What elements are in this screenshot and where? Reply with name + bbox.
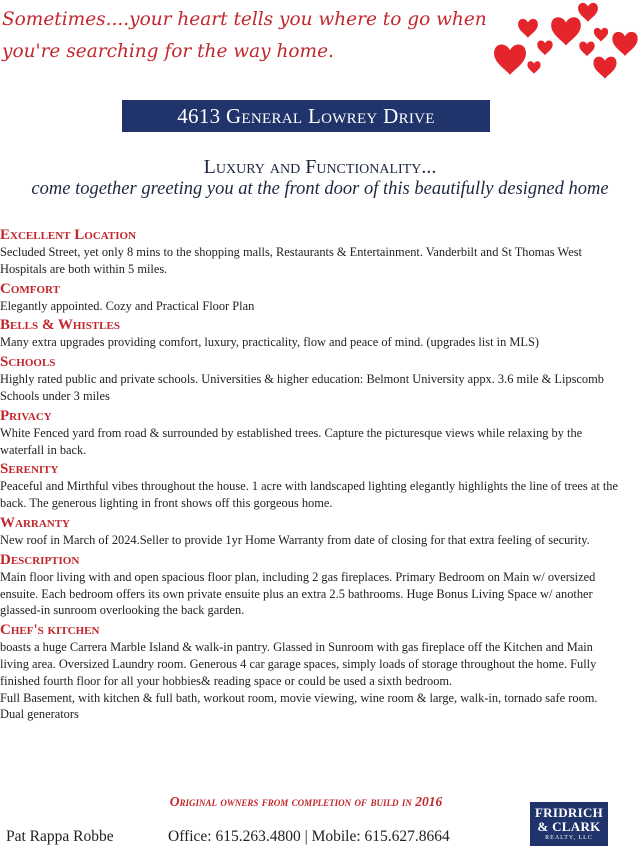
heart-icon (612, 32, 637, 56)
section-body: White Fenced yard from road & surrounded by established trees. Capture the picturesque views while relaxing by the waterfall in back. (0, 425, 583, 457)
section-warranty (0, 515, 622, 549)
subheadline: come together greeting you at the front door of this beautifully designed home (31, 179, 609, 199)
hearts-decoration (488, 0, 640, 84)
section-body: Highly rated public and private schools. Universities & higher education: Belmont University appx. 3.6 mile & Lipscomb Schools under 3 miles (0, 372, 604, 403)
contact-info: Office: 615.263.4800 | Mobile: 615.627.8664 (168, 828, 450, 845)
section-comfort (0, 281, 622, 315)
heart-icon (594, 28, 608, 42)
section-title: Schools (0, 354, 56, 371)
heart-icon (593, 57, 616, 79)
section-title: Warranty (0, 514, 70, 531)
brokerage-logo (530, 802, 608, 846)
section-title: Chef's kitchen (0, 622, 100, 639)
section-body: Many extra upgrades providing comfort, luxury, practicality, flow and peace of mind. (upgrades list in MLS) (0, 335, 539, 350)
heart-icon (537, 40, 552, 55)
agent-name: Pat Rappa Robbe (6, 828, 114, 845)
section-title: Excellent Location (0, 227, 137, 243)
section-body: Peaceful and Mirthful vibes throughout the house. 1 acre with landscaped lighting elegantly highlights the line of trees at the back. The generous lighting in front shows off this gorgeous home. (0, 479, 618, 511)
feature-sections (0, 224, 622, 725)
section-body: boasts a huge Carrera Marble Island & walk-in pantry. Glassed in Sunroom with gas fireplace off the Kitchen and Main living area. Oversized Laundry room. Generous 4 car garage spaces, simply loads of storage throughout the home. Fully finished fourth floor for all your hobbies& reading space or could be used a sixth bedroom. (0, 640, 597, 688)
heart-icon (527, 61, 540, 74)
logo-line-1: FRIDRICH (534, 805, 604, 820)
section-body: Elegantly appointed. Cozy and Practical Floor Plan (0, 298, 255, 313)
heart-icon (579, 41, 594, 56)
heart-icon (494, 44, 526, 74)
headline: Luxury and Functionality... (203, 156, 437, 178)
section-body: New roof in March of 2024.Seller to provide 1yr Home Warranty from date of closing for that extra feeling of security. (0, 532, 590, 547)
section-title: Serenity (0, 461, 59, 478)
logo-line-3: REALTY, LLC (545, 835, 593, 841)
section-body: Secluded Street, yet only 8 mins to the shopping malls, Restaurants & Entertainment. Vanderbilt and St Thomas West Hospitals are both within 5 miles. (0, 245, 582, 276)
address-banner: 4613 General Lowrey Drive (122, 100, 490, 132)
section-location (0, 227, 622, 278)
section-bells-whistles (0, 317, 622, 351)
section-privacy (0, 408, 622, 459)
footer-note: Original owners from completion of build in 2016 (169, 794, 443, 809)
heart-icon (551, 17, 581, 45)
heart-icon (578, 3, 598, 22)
section-chefs-kitchen (0, 622, 622, 723)
section-title: Bells & Whistles (0, 317, 120, 334)
heart-icon (518, 19, 538, 38)
section-title: Privacy (0, 407, 52, 424)
logo-line-2: & CLARK (537, 819, 601, 834)
section-title: Description (0, 551, 80, 568)
section-body: Main floor living with and open spacious floor plan, including 2 gas fireplaces. Primary Bedroom on Main w/ oversized ensuite. Each bedroom offers its own private ensuite plus an extra 2.5 bathrooms. Huge Bonus Living Space w/ another glassed-in sunroom overlooking the back garden. (0, 569, 596, 618)
section-serenity (0, 461, 622, 512)
section-description (0, 552, 622, 619)
tagline: Sometimes....your heart tells you where to go when you're searching for the way home. (2, 9, 487, 62)
section-title: Comfort (0, 280, 60, 297)
section-schools (0, 354, 622, 405)
section-body-extra: Full Basement, with kitchen & full bath, workout room, movie viewing, wine room & large, walk-in, tornado safe room. Dual generators (0, 690, 598, 722)
